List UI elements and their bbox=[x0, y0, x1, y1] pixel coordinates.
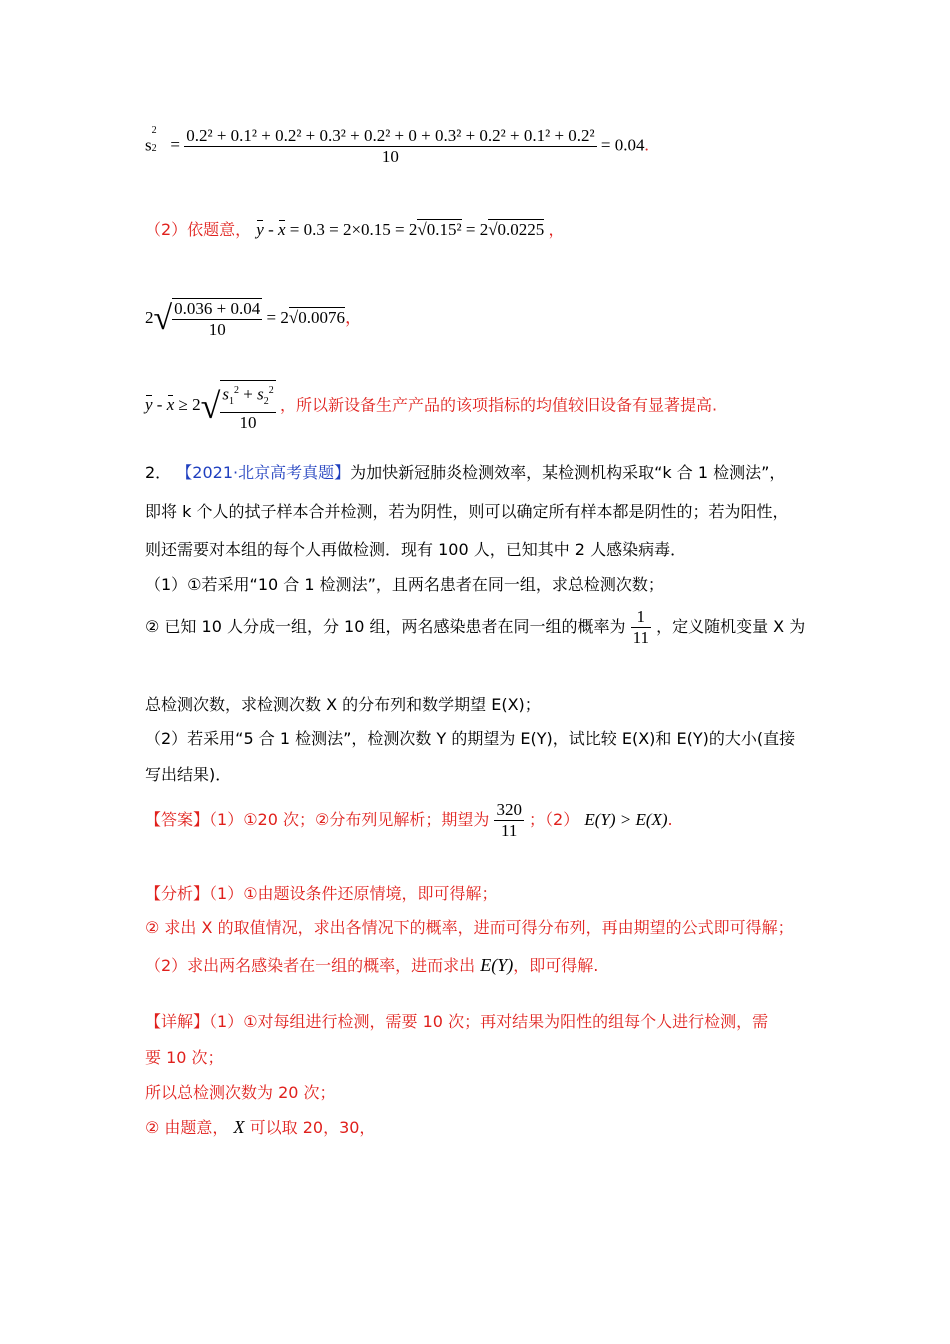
answer-text: （1）①20 次；②分布列见解析；期望为 bbox=[209, 810, 490, 829]
answer-numerator: 320 bbox=[496, 800, 522, 819]
analysis-label: 【分析】 bbox=[145, 884, 210, 903]
question-2-line3: 则还需要对本组的每个人再做检测．现有 100 人，已知其中 2 人感染病毒． bbox=[145, 540, 687, 559]
question-2-part2a: （2）若采用“5 合 1 检测法”，检测次数 Y 的期望为 E(Y)，试比较 E(X)和 E(Y)的大小(直接 bbox=[145, 729, 796, 748]
detail-math: X bbox=[233, 1117, 245, 1137]
detail-text-4: ② 由题意， bbox=[145, 1118, 229, 1137]
analysis-line1 bbox=[145, 884, 498, 904]
analysis-line2: ② 求出 X 的取值情况，求出各情况下的概率，进而可得分布列，再由期望的公式即可得解； bbox=[145, 918, 794, 937]
s2-symbol: s 2 2 bbox=[145, 125, 157, 155]
eq3-denominator: 10 bbox=[239, 413, 257, 433]
eq1-rhs: = 0.3 = 2×0.15 = 2 bbox=[289, 220, 418, 239]
question-2-line1 bbox=[145, 463, 785, 483]
eq1-radicand: 0.15² bbox=[426, 220, 462, 239]
s2-denominator: 10 bbox=[381, 147, 399, 166]
solution-part2-line: （2）依题意， y - x = 0.3 = 2×0.15 = 2√0.15² = 2√0.0225 ， bbox=[145, 220, 565, 239]
question-number: 2． bbox=[145, 463, 172, 482]
question-2-line2: 即将 k 个人的拭子样本合并检测，若为阴性，则可以确定所有样本都是阴性的；若为阳性， bbox=[145, 502, 789, 521]
question-text-line1: 为加快新冠肺炎检测效率，某检测机构采取“k 合 1 检测法”， bbox=[350, 463, 786, 482]
analysis-text-3: （2）求出两名感染者在一组的概率，进而求出 bbox=[145, 956, 476, 975]
prob-denominator: 11 bbox=[632, 628, 649, 647]
detail-text-4-post: 可以取 20，30， bbox=[249, 1118, 376, 1137]
question-2-part1a: （1）①若采用“10 合 1 检测法”，且两名患者在同一组，求总检测次数； bbox=[145, 575, 664, 594]
analysis-line3 bbox=[145, 955, 598, 976]
answer-denominator: 11 bbox=[501, 821, 518, 840]
eq2-radicand: 0.0076 bbox=[298, 307, 345, 327]
eq1-radicand-2: 0.0225 bbox=[497, 220, 545, 239]
s2-numerator: 0.2² + 0.1² + 0.2² + 0.3² + 0.2² + 0 + 0.3² + 0.2² + 0.1² + 0.2² bbox=[186, 126, 595, 145]
question-2-part1c: 总检测次数，求检测次数 X 的分布列和数学期望 E(X)； bbox=[145, 695, 541, 714]
part1b-post: ，定义随机变量 X 为 bbox=[656, 617, 806, 636]
eq2-denominator: 10 bbox=[208, 320, 226, 339]
part1b-pre: ② 已知 10 人分成一组，分 10 组，两名感染患者在同一组的概率为 bbox=[145, 617, 626, 636]
conclusion-text: ，所以新设备生产产品的该项指标的均值较旧设备有显著提高. bbox=[279, 395, 718, 415]
eq1-tail: = 2 bbox=[465, 220, 489, 239]
answer-line: 【答案】（1）①20 次；②分布列见解析；期望为 $\frac{320}{11}$ ；（2） E(Y) > E(X). bbox=[145, 800, 673, 840]
eq2-numerator: 0.036 + 0.04 bbox=[174, 299, 261, 318]
detail-line3: 所以总检测次数为 20 次； bbox=[145, 1083, 336, 1102]
analysis-math: E(Y) bbox=[480, 955, 514, 975]
s2-result: = 0.04 bbox=[600, 135, 645, 155]
question-2-part1b bbox=[145, 607, 805, 648]
detail-line2: 要 10 次； bbox=[145, 1048, 224, 1067]
answer-comparison: E(Y) > E(X) bbox=[584, 810, 668, 829]
analysis-text-3-post: ，即可得解. bbox=[513, 956, 599, 975]
analysis-text-1: （1）①由题设条件还原情境，即可得解； bbox=[209, 884, 498, 903]
detail-line4 bbox=[145, 1117, 375, 1138]
detail-text-1: （1）①对每组进行检测，需要 10 次；再对结果为阳性的组每个人进行检测，需 bbox=[209, 1012, 769, 1031]
detail-line1 bbox=[145, 1012, 768, 1032]
conclusion-line: y - x ≥ 2√ $\frac{s_1^2 + s_2^2}{10}$ ，所以新设备生产产品的该项指标的均值较旧设备有显著提高. bbox=[145, 380, 717, 433]
part2-label: （2）依题意， bbox=[145, 220, 252, 239]
answer-separator: ；（2） bbox=[529, 810, 580, 829]
eq2-rhs: = 2 bbox=[266, 307, 289, 327]
question-source-tag: 【2021·北京高考真题】 bbox=[176, 463, 351, 482]
s2-variance-formula: s 2 2 = 0.2² + 0.1² + 0.2² + 0.3² + 0.2² + 0 + 0.3² + 0.2² + 0.1² + 0.2² 10 = 0.04. bbox=[145, 125, 649, 166]
detail-label: 【详解】 bbox=[145, 1012, 210, 1031]
question-2-part2b: 写出结果)． bbox=[145, 765, 232, 784]
answer-label: 【答案】 bbox=[145, 810, 210, 829]
sqrt-ratio-line: 2√ $\frac{0.036 + 0.04}{10}$ = 2√0.0076， bbox=[145, 299, 362, 339]
prob-numerator: 1 bbox=[631, 607, 651, 628]
